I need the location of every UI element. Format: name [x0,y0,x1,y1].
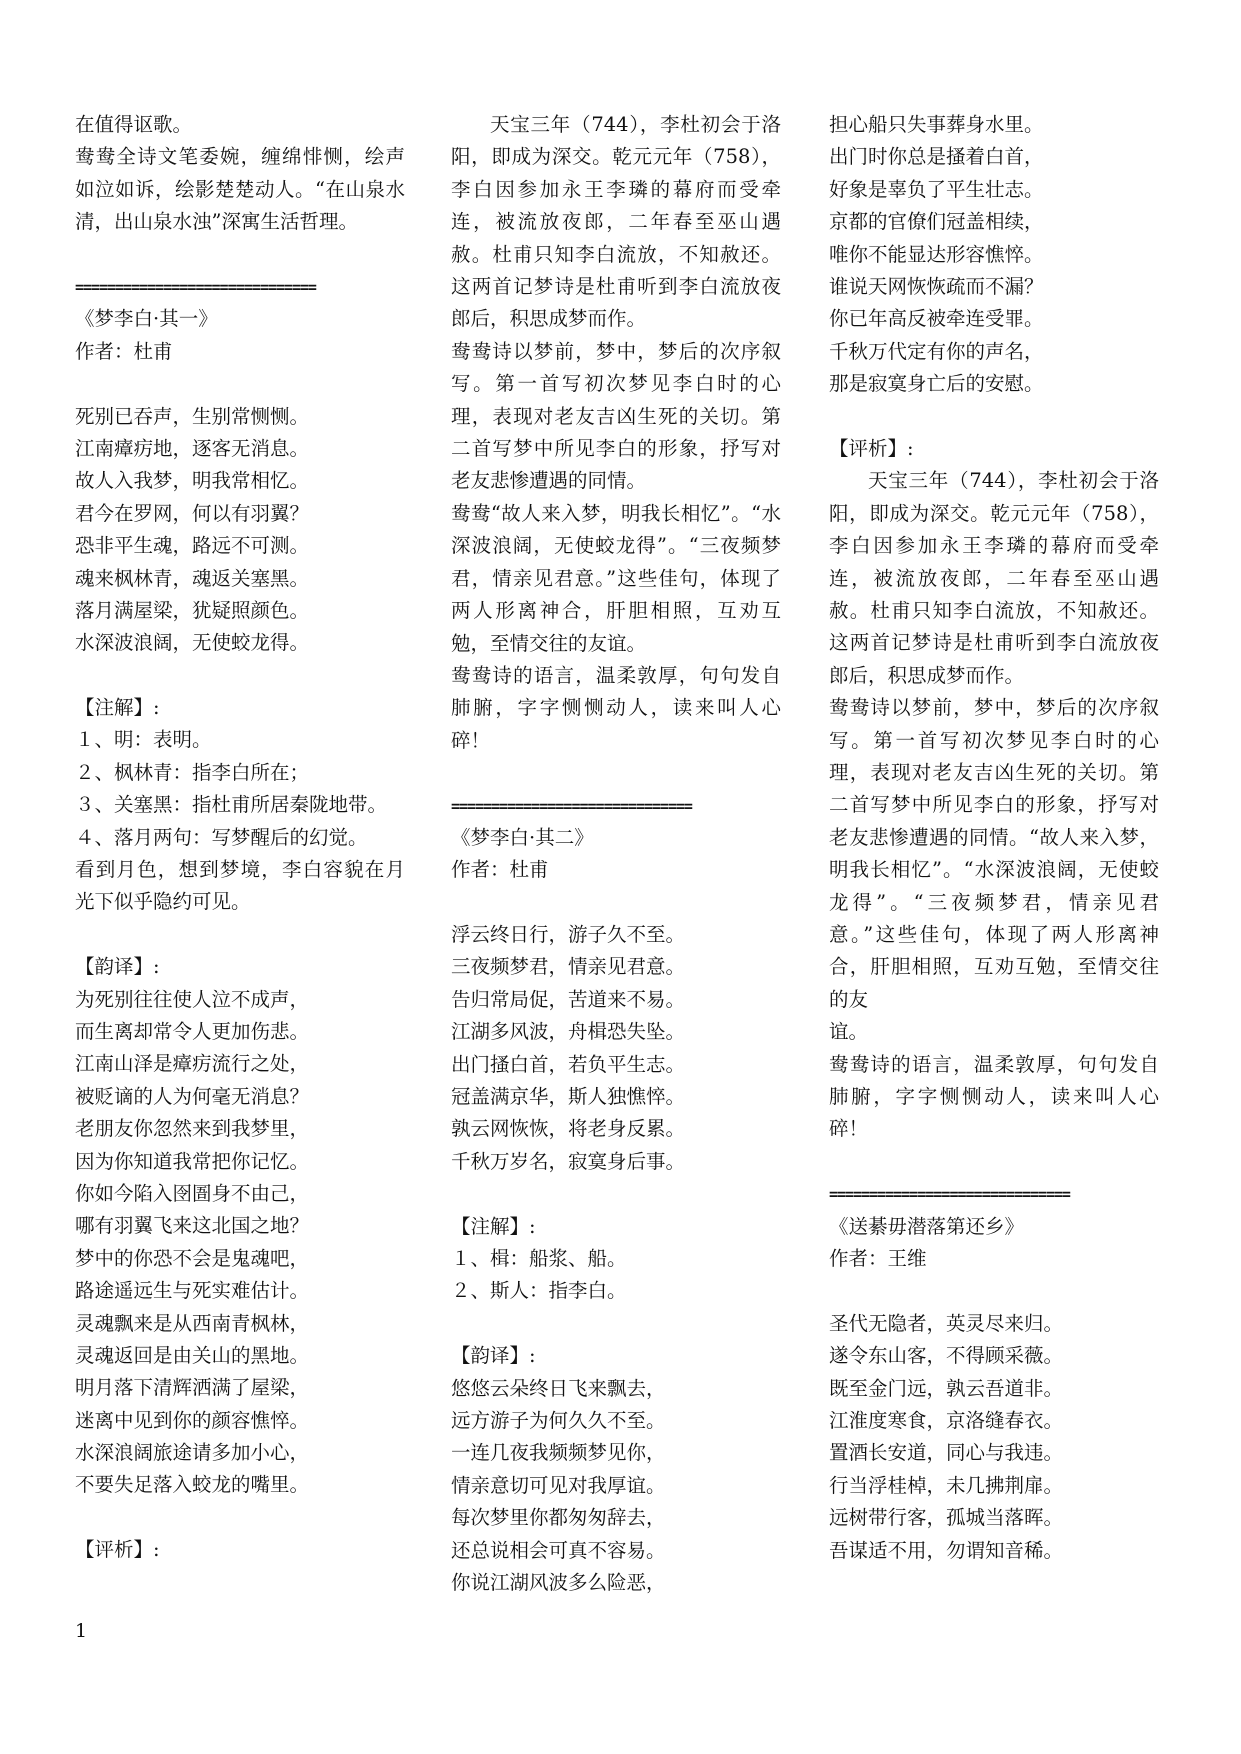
translation-line: 灵魂飘来是从西南青枫林， [75,1311,310,1335]
translation-line: 谁说天网恢恢疏而不漏？ [829,274,1044,298]
comment-heading: 【评析】: [829,436,914,460]
analysis-paragraph: 鸯鸯全诗文笔委婉，缠绵悱恻，绘声如泣如诉，绘影楚楚动人。“在山泉水清，出山泉水浊”深寓生活哲理。 [75,145,405,234]
note-item: １、楫：船浆、船。 [451,1246,627,1270]
poem-line: 恐非平生魂，路远不可测。 [75,534,310,558]
translation-line: 好象是辜负了平生壮志。 [829,177,1044,201]
poem-body [451,919,781,1178]
comment-heading: 【评析】: [75,1538,160,1562]
poem-author: 作者：杜甫 [451,858,549,882]
poem-line: 魂来枫林青，魂返关塞黑。 [75,566,310,590]
translation-line: 那是寂寞身亡后的安慰。 [829,372,1044,396]
poem-title: 《送綦毋潜落第还乡》 [829,1214,1025,1238]
translation-line: 担心船只失事葬身水里。 [829,113,1044,136]
poem-line: 告归常局促，苦道来不易。 [451,987,686,1011]
poem-body [829,1308,1159,1567]
analysis-paragraph: 鸯鸯“故人来入梦，明我长相忆”。“水深波浪阔，无使蛟龙得”。“三夜频梦君，情亲见君意。”这些佳句，体现了两人形离神合，肝胆相照，互劝互勉，至情交往的友谊。 [451,501,781,655]
poem-title: 《梦李白·其二》 [451,825,594,849]
poem-line: 江湖多风波，舟楫恐失坠。 [451,1020,686,1044]
translation-line: 不要失足落入蛟龙的嘴里。 [75,1473,310,1497]
analysis-paragraph: 鸯鸯诗的语言，温柔敦厚，句句发自肺腑，字字恻恻动人，读来叫人心碎！ [451,663,781,752]
poem-line: 三夜频梦君，情亲见君意。 [451,955,686,979]
separator: ============================== [829,1185,1070,1204]
poem-author: 作者：杜甫 [75,339,173,363]
note-item: ２、斯人：指李白。 [451,1279,627,1303]
translation-line: 远方游子为何久久不至。 [451,1408,666,1432]
column-1 [75,109,405,1567]
poem-author: 作者：王维 [829,1246,927,1270]
poem-line: 吾谋适不用，勿谓知音稀。 [829,1538,1064,1562]
analysis-paragraph-tail: 谊。 [829,1020,869,1044]
note-continuation: 看到月色，想到梦境，李白容貌在月光下似乎隐约可见。 [75,858,405,914]
separator: ============================== [75,278,316,296]
translation-line: 迷离中见到你的颜容憔悴。 [75,1408,310,1432]
separator: ============================== [451,796,692,815]
analysis-paragraph: 鸯鸯诗以梦前，梦中，梦后的次序叙写。第一首写初次梦见李白时的心理，表现对老友吉凶生死的关切。第二首写梦中所见李白的形象，抒写对老友悲惨遭遇的同情。“故人来入梦，明我长相忆”。“水深波浪阔，无使蛟龙得”。“三夜频梦君，情亲见君意。”这些佳句，体现了两人形离神合，肝胆相照，互劝互勉，至情交往的友 [829,696,1159,1011]
note-item: １、明：表明。 [75,728,212,752]
translation-line: 出门时你总是搔着白首， [829,145,1044,169]
translation-line: 灵魂返回是由关山的黑地。 [75,1343,310,1367]
translation-body [829,109,1159,401]
poem-line: 江南瘴疠地，逐客无消息。 [75,436,310,460]
translation-line: 水深浪阔旅途请多加小心， [75,1441,310,1465]
poem-line: 远树带行客，孤城当落晖。 [829,1506,1064,1530]
poem-line: 遂令东山客，不得顾采薇。 [829,1344,1064,1368]
analysis-paragraph: 天宝三年（744），李杜初会于洛阳，即成为深交。乾元元年（758），李白因参加永王李璘的幕府而受牵连，被流放夜郎，二年春至巫山遇赦。杜甫只知李白流放，不知赦还。这两首记梦诗是杜甫听到李白流放夜郎后，积思成梦而作。 [451,113,781,331]
translation-line: 京都的官僚们冠盖相续， [829,210,1044,234]
analysis-paragraph: 鸯鸯诗以梦前，梦中，梦后的次序叙写。第一首写初次梦见李白时的心理，表现对老友吉凶生死的关切。第二首写梦中所见李白的形象，抒写对老友悲惨遭遇的同情。 [451,339,781,493]
translation-line: 为死别往往使人泣不成声， [75,987,310,1011]
poem-line: 既至金门远，孰云吾道非。 [829,1376,1064,1400]
poem-body [75,401,405,660]
translation-line: 梦中的你恐不会是鬼魂吧， [75,1246,310,1270]
poem-line: 千秋万岁名，寂寞身后事。 [451,1149,686,1173]
poem-line: 圣代无隐者，英灵尽来归。 [829,1311,1064,1335]
notes-heading: 【注解】: [75,696,160,720]
translation-line: 一连几夜我频频梦见你， [451,1441,666,1465]
poem-line: 置酒长安道，同心与我违。 [829,1441,1064,1465]
poem-line: 水深波浪阔，无使蛟龙得。 [75,631,310,655]
translation-line: 江南山泽是瘴疠流行之处， [75,1052,310,1076]
translation-line: 因为你知道我常把你记忆。 [75,1149,310,1173]
translation-line: 悠悠云朵终日飞来飘去， [451,1376,666,1400]
poem-line: 江淮度寒食，京洛缝春衣。 [829,1408,1064,1432]
poem-line: 落月满屋梁，犹疑照颜色。 [75,598,310,622]
text-line: 在值得讴歌。 [75,113,193,136]
translation-line: 千秋万代定有你的声名， [829,339,1044,363]
translation-line: 唯你不能显达形容憔悴。 [829,242,1044,266]
translation-line: 还总说相会可真不容易。 [451,1538,666,1562]
poem-line: 出门搔白首，若负平生志。 [451,1052,686,1076]
poem-line: 死别已吞声，生别常恻恻。 [75,404,310,428]
translation-line: 哪有羽翼飞来这北国之地？ [75,1214,310,1238]
note-item: ４、落月两句：写梦醒后的幻觉。 [75,825,368,849]
translation-line: 你已年高反被牵连受罪。 [829,307,1044,331]
analysis-paragraph: 鸯鸯诗的语言，温柔敦厚，句句发自肺腑，字字恻恻动人，读来叫人心碎！ [829,1052,1159,1141]
page-number: 1 [75,1620,88,1642]
poem-title: 《梦李白·其一》 [75,307,218,331]
translation-line: 你如今陷入囹圄身不由己， [75,1181,310,1205]
poem-line: 孰云网恢恢，将老身反累。 [451,1117,686,1141]
analysis-paragraph: 天宝三年（744），李杜初会于洛阳，即成为深交。乾元元年（758），李白因参加永王李璘的幕府而受牵连，被流放夜郎，二年春至巫山遇赦。杜甫只知李白流放，不知赦还。这两首记梦诗是杜甫听到李白流放夜郎后，积思成梦而作。 [829,469,1159,687]
translation-body [451,1373,781,1600]
translation-heading: 【韵译】: [75,955,160,979]
translation-line: 路途遥远生与死实难估计。 [75,1279,310,1303]
notes-heading: 【注解】: [451,1214,536,1238]
translation-body [75,984,405,1502]
translation-line: 每次梦里你都匆匆辞去， [451,1506,666,1530]
translation-line: 被贬谪的人为何毫无消息？ [75,1084,310,1108]
poem-line: 浮云终日行，游子久不至。 [451,923,686,947]
column-2 [451,109,781,1599]
poem-line: 冠盖满京华，斯人独憔悴。 [451,1085,686,1109]
translation-line: 而生离却常令人更加伤悲。 [75,1020,310,1044]
translation-line: 你说江湖风波多么险恶， [451,1570,666,1594]
poem-line: 君今在罗网，何以有羽翼？ [75,501,310,525]
column-3 [829,109,1159,1567]
note-item: ２、枫林青：指李白所在； [75,760,310,784]
translation-line: 明月落下清辉洒满了屋梁， [75,1376,310,1400]
poem-line: 故人入我梦，明我常相忆。 [75,469,310,493]
note-item: ３、关塞黑：指杜甫所居秦陇地带。 [75,793,388,817]
translation-line: 情亲意切可见对我厚谊。 [451,1473,666,1497]
translation-heading: 【韵译】: [451,1344,536,1368]
translation-line: 老朋友你忽然来到我梦里， [75,1117,310,1141]
poem-line: 行当浮桂棹，未几拂荆扉。 [829,1473,1064,1497]
